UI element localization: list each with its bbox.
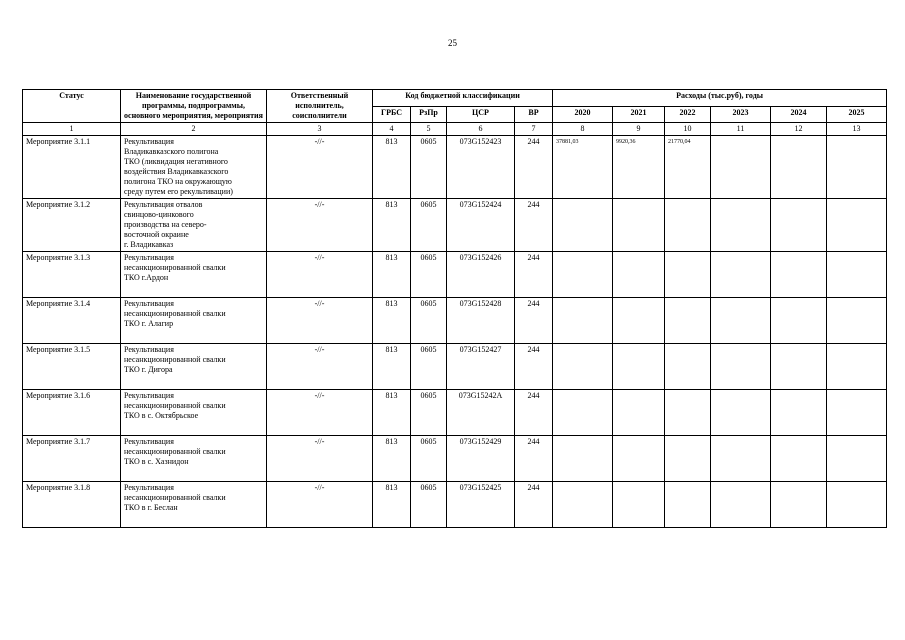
expense-2021-cell: 9920,36 (613, 136, 665, 199)
rzpr-cell: 0605 (411, 298, 447, 344)
grbs-cell: 813 (373, 344, 411, 390)
grbs-cell: 813 (373, 252, 411, 298)
vr-cell: 244 (515, 136, 553, 199)
rzpr-cell: 0605 (411, 136, 447, 199)
status-cell: Мероприятие 3.1.5 (23, 344, 121, 390)
expense-2020-cell (553, 199, 613, 252)
csr-cell: 073G15242A (447, 390, 515, 436)
expense-2024-cell (771, 390, 827, 436)
expense-2025-cell (827, 136, 887, 199)
expense-2022-cell (665, 252, 711, 298)
expense-2023-cell (711, 344, 771, 390)
expense-2022-cell (665, 344, 711, 390)
vr-cell: 244 (515, 390, 553, 436)
table-row (23, 436, 887, 482)
status-cell: Мероприятие 3.1.2 (23, 199, 121, 252)
column-number: 1 (23, 123, 121, 136)
grbs-cell: 813 (373, 136, 411, 199)
column-number: 2 (121, 123, 267, 136)
expense-2024-cell (771, 252, 827, 298)
expense-2022-cell (665, 436, 711, 482)
expense-2021-cell (613, 436, 665, 482)
expense-2020-cell (553, 252, 613, 298)
column-number: 3 (267, 123, 373, 136)
expense-2023-cell (711, 298, 771, 344)
vr-cell: 244 (515, 344, 553, 390)
name-cell: Рекультивация несанкционированной свалки ТКО г. Дигора (121, 344, 267, 390)
status-cell: Мероприятие 3.1.4 (23, 298, 121, 344)
rzpr-cell: 0605 (411, 436, 447, 482)
rzpr-cell: 0605 (411, 344, 447, 390)
expense-2021-cell (613, 482, 665, 528)
table-row (23, 136, 887, 199)
expense-2025-cell (827, 199, 887, 252)
csr-cell: 073G152424 (447, 199, 515, 252)
expense-2023-cell (711, 252, 771, 298)
expense-2022-cell (665, 482, 711, 528)
expense-2023-cell (711, 390, 771, 436)
table-header (23, 90, 887, 123)
csr-cell: 073G152429 (447, 436, 515, 482)
rzpr-cell: 0605 (411, 252, 447, 298)
table-row (23, 199, 887, 252)
column-number: 6 (447, 123, 515, 136)
rzpr-cell: 0605 (411, 199, 447, 252)
grbs-cell: 813 (373, 390, 411, 436)
expense-2025-cell (827, 344, 887, 390)
executor-cell: -//- (267, 252, 373, 298)
status-cell: Мероприятие 3.1.7 (23, 436, 121, 482)
expense-2022-cell: 21770,04 (665, 136, 711, 199)
expense-2024-cell (771, 482, 827, 528)
csr-cell: 073G152423 (447, 136, 515, 199)
page-number: 25 (448, 38, 457, 48)
expense-2024-cell (771, 298, 827, 344)
expense-2025-cell (827, 482, 887, 528)
expense-2025-cell (827, 390, 887, 436)
expense-2025-cell (827, 436, 887, 482)
expense-2020-cell (553, 390, 613, 436)
executor-cell: -//- (267, 436, 373, 482)
expense-2021-cell (613, 344, 665, 390)
grbs-cell: 813 (373, 298, 411, 344)
expense-2023-cell (711, 136, 771, 199)
csr-cell: 073G152425 (447, 482, 515, 528)
expense-2025-cell (827, 252, 887, 298)
header-year: 2025 (827, 106, 887, 123)
header-vr: ВР (515, 106, 553, 123)
vr-cell: 244 (515, 482, 553, 528)
table-row (23, 390, 887, 436)
expense-2024-cell (771, 436, 827, 482)
name-cell: Рекультивация Владикавказского полигона ТКО (ликвидация негативного воздействия Владикавказского полигона ТКО на окружающую среду путем его рекультивации) (121, 136, 267, 199)
table-row (23, 482, 887, 528)
grbs-cell: 813 (373, 199, 411, 252)
status-cell: Мероприятие 3.1.8 (23, 482, 121, 528)
header-year: 2024 (771, 106, 827, 123)
executor-cell: -//- (267, 199, 373, 252)
header-rzpr: РзПр (411, 106, 447, 123)
expense-2025-cell (827, 298, 887, 344)
column-number: 10 (665, 123, 711, 136)
column-number: 13 (827, 123, 887, 136)
vr-cell: 244 (515, 436, 553, 482)
executor-cell: -//- (267, 482, 373, 528)
header-csr: ЦСР (447, 106, 515, 123)
header-status: Статус (23, 90, 121, 123)
header-executor: Ответственный исполнитель, соисполнители (267, 90, 373, 123)
executor-cell: -//- (267, 136, 373, 199)
expense-2022-cell (665, 199, 711, 252)
header-year: 2021 (613, 106, 665, 123)
status-cell: Мероприятие 3.1.1 (23, 136, 121, 199)
header-expenses: Расходы (тыс.руб), годы (553, 90, 887, 107)
header-budget-code: Код бюджетной классификации (373, 90, 553, 107)
expense-2023-cell (711, 482, 771, 528)
header-year: 2020 (553, 106, 613, 123)
grbs-cell: 813 (373, 436, 411, 482)
expense-2020-cell (553, 344, 613, 390)
expense-2020-cell (553, 436, 613, 482)
column-number: 5 (411, 123, 447, 136)
name-cell: Рекультивация несанкционированной свалки ТКО в с. Октябрьское (121, 390, 267, 436)
rzpr-cell: 0605 (411, 390, 447, 436)
expense-2024-cell (771, 199, 827, 252)
table-row (23, 298, 887, 344)
table-body (23, 123, 887, 528)
grbs-cell: 813 (373, 482, 411, 528)
expense-2020-cell: 37881,03 (553, 136, 613, 199)
expense-2020-cell (553, 482, 613, 528)
csr-cell: 073G152427 (447, 344, 515, 390)
column-number-row (23, 123, 887, 136)
executor-cell: -//- (267, 344, 373, 390)
csr-cell: 073G152428 (447, 298, 515, 344)
expense-2021-cell (613, 390, 665, 436)
name-cell: Рекультивация несанкционированной свалки ТКО в с. Хазнидон (121, 436, 267, 482)
expense-2021-cell (613, 199, 665, 252)
csr-cell: 073G152426 (447, 252, 515, 298)
column-number: 8 (553, 123, 613, 136)
header-name: Наименование государственной программы, подпрограммы, основного мероприятия, мероприятия (121, 90, 267, 123)
name-cell: Рекультивация отвалов свинцово-цинкового производства на северо- восточной окраине г. Владикавказ (121, 199, 267, 252)
name-cell: Рекультивация несанкционированной свалки ТКО г. Алагир (121, 298, 267, 344)
header-year: 2023 (711, 106, 771, 123)
header-grbs: ГРБС (373, 106, 411, 123)
column-number: 12 (771, 123, 827, 136)
expense-2024-cell (771, 136, 827, 199)
name-cell: Рекультивация несанкционированной свалки ТКО в г. Беслан (121, 482, 267, 528)
header-year: 2022 (665, 106, 711, 123)
status-cell: Мероприятие 3.1.3 (23, 252, 121, 298)
column-number: 9 (613, 123, 665, 136)
expense-2023-cell (711, 199, 771, 252)
table-row (23, 252, 887, 298)
expense-2021-cell (613, 298, 665, 344)
column-number: 4 (373, 123, 411, 136)
expense-2024-cell (771, 344, 827, 390)
expense-2022-cell (665, 390, 711, 436)
expense-2023-cell (711, 436, 771, 482)
column-number: 11 (711, 123, 771, 136)
executor-cell: -//- (267, 298, 373, 344)
name-cell: Рекультивация несанкционированной свалки ТКО г.Ардон (121, 252, 267, 298)
executor-cell: -//- (267, 390, 373, 436)
expense-2022-cell (665, 298, 711, 344)
column-number: 7 (515, 123, 553, 136)
table-row (23, 344, 887, 390)
expense-2021-cell (613, 252, 665, 298)
rzpr-cell: 0605 (411, 482, 447, 528)
expense-2020-cell (553, 298, 613, 344)
budget-table (22, 89, 887, 528)
status-cell: Мероприятие 3.1.6 (23, 390, 121, 436)
vr-cell: 244 (515, 252, 553, 298)
vr-cell: 244 (515, 199, 553, 252)
vr-cell: 244 (515, 298, 553, 344)
